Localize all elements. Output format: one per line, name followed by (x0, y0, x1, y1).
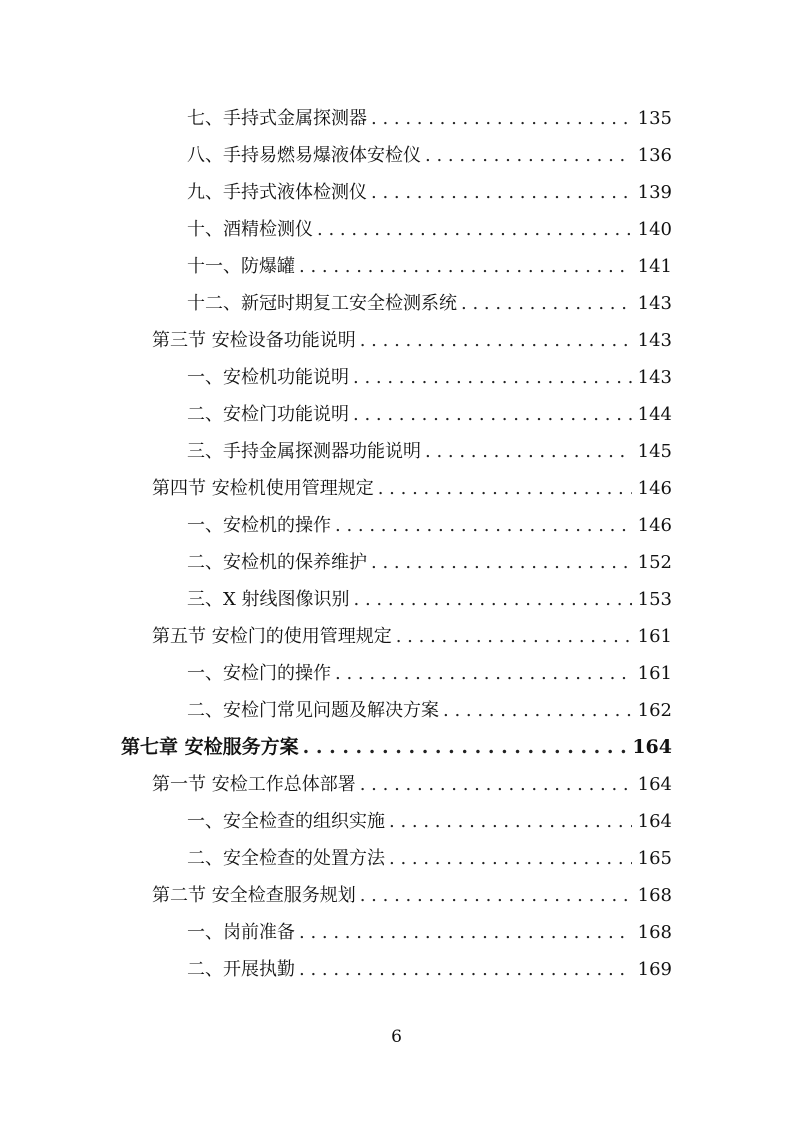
dot-leader (371, 544, 632, 581)
toc-entry-title: 二、安检门功能说明 (187, 404, 349, 425)
toc-entry[interactable] (187, 396, 672, 433)
toc-entry[interactable] (187, 137, 672, 174)
dot-leader (378, 470, 632, 507)
toc-entry-page: 152 (637, 552, 672, 573)
toc-entry[interactable] (187, 544, 672, 581)
toc-entry-title: 二、开展执勤 (187, 959, 295, 980)
dot-leader (303, 729, 627, 766)
toc-entry-title: 三、X 射线图像识别 (187, 589, 350, 610)
toc-entry-section[interactable] (152, 766, 672, 803)
toc-entry-title: 第七章 安检服务方案 (121, 736, 299, 758)
toc-entry[interactable] (187, 692, 672, 729)
toc-entry-page: 139 (637, 182, 672, 203)
dot-leader (396, 618, 632, 655)
dot-leader (353, 396, 632, 433)
dot-leader (371, 100, 632, 137)
dot-leader (360, 877, 632, 914)
toc-entry-page: 168 (637, 922, 672, 943)
toc-entry-section[interactable] (152, 618, 672, 655)
toc-entry-section[interactable] (152, 322, 672, 359)
toc-entry-page: 135 (637, 108, 672, 129)
toc-entry-page: 146 (637, 478, 672, 499)
dot-leader (360, 766, 632, 803)
toc-entry-page: 143 (637, 293, 672, 314)
toc-entry-title: 一、安检机功能说明 (187, 367, 349, 388)
toc-entry-page: 165 (637, 848, 672, 869)
toc-entry-page: 143 (637, 330, 672, 351)
dot-leader (299, 951, 632, 988)
toc-entry[interactable] (187, 655, 672, 692)
toc-entry-page: 169 (637, 959, 672, 980)
dot-leader (443, 692, 632, 729)
dot-leader (360, 322, 632, 359)
toc-entry-page: 136 (637, 145, 672, 166)
dot-leader (353, 359, 632, 396)
toc-entry[interactable] (187, 803, 672, 840)
toc-entry-title: 八、手持易燃易爆液体安检仪 (187, 145, 421, 166)
dot-leader (389, 840, 632, 877)
toc-entry-page: 141 (637, 256, 672, 277)
toc-entry[interactable] (187, 248, 672, 285)
toc-entry-title: 十二、新冠时期复工安全检测系统 (187, 293, 457, 314)
dot-leader (354, 581, 632, 618)
toc-entry-title: 二、安检机的保养维护 (187, 552, 367, 573)
dot-leader (425, 433, 632, 470)
dot-leader (299, 914, 632, 951)
toc-entry-page: 164 (632, 736, 672, 758)
toc-entry-page: 162 (637, 700, 672, 721)
toc-entry-title: 一、安全检查的组织实施 (187, 811, 385, 832)
toc-entry-title: 三、手持金属探测器功能说明 (187, 441, 421, 462)
toc-entry[interactable] (187, 433, 672, 470)
toc-entry-title: 第二节 安全检查服务规划 (152, 885, 356, 906)
toc-entry-title: 二、安全检查的处置方法 (187, 848, 385, 869)
toc-entry-title: 七、手持式金属探测器 (187, 108, 367, 129)
toc-entry[interactable] (187, 359, 672, 396)
toc-entry-page: 164 (637, 811, 672, 832)
toc-entry[interactable] (187, 507, 672, 544)
toc-entry[interactable] (187, 211, 672, 248)
toc-entry-page: 144 (637, 404, 672, 425)
page-number: 6 (391, 1027, 402, 1047)
dot-leader (389, 803, 632, 840)
toc-entry-page: 140 (637, 219, 672, 240)
dot-leader (461, 285, 632, 322)
toc-entry[interactable] (187, 100, 672, 137)
toc-entry-page: 161 (637, 663, 672, 684)
toc-entry-title: 一、安检机的操作 (187, 515, 331, 536)
toc-entry-page: 153 (637, 589, 672, 610)
dot-leader (335, 507, 632, 544)
toc-entry-chapter[interactable] (121, 729, 672, 766)
toc-entry-title: 第三节 安检设备功能说明 (152, 330, 356, 351)
toc-entry-section[interactable] (152, 877, 672, 914)
toc-entry-page: 145 (637, 441, 672, 462)
toc-entry-page: 168 (637, 885, 672, 906)
toc-entry[interactable] (187, 581, 672, 618)
toc-entry-title: 一、安检门的操作 (187, 663, 331, 684)
dot-leader (371, 174, 632, 211)
toc-entry-title: 一、岗前准备 (187, 922, 295, 943)
dot-leader (299, 248, 632, 285)
dot-leader (425, 137, 632, 174)
toc-entry-title: 十一、防爆罐 (187, 256, 295, 277)
toc-entry-page: 146 (637, 515, 672, 536)
dot-leader (317, 211, 632, 248)
toc-entry-title: 十、酒精检测仪 (187, 219, 313, 240)
toc-entry[interactable] (187, 951, 672, 988)
toc-entry[interactable] (187, 174, 672, 211)
toc-entry[interactable] (187, 914, 672, 951)
toc-entry-page: 143 (637, 367, 672, 388)
toc-entry[interactable] (187, 840, 672, 877)
toc-entry-title: 九、手持式液体检测仪 (187, 182, 367, 203)
dot-leader (335, 655, 632, 692)
toc-entry-title: 第四节 安检机使用管理规定 (152, 478, 374, 499)
toc-entry-title: 第五节 安检门的使用管理规定 (152, 626, 392, 647)
toc-entry[interactable] (187, 285, 672, 322)
toc-entry-page: 161 (637, 626, 672, 647)
toc-entry-page: 164 (637, 774, 672, 795)
toc-entry-title: 二、安检门常见问题及解决方案 (187, 700, 439, 721)
toc-entry-section[interactable] (152, 470, 672, 507)
toc-entry-title: 第一节 安检工作总体部署 (152, 774, 356, 795)
